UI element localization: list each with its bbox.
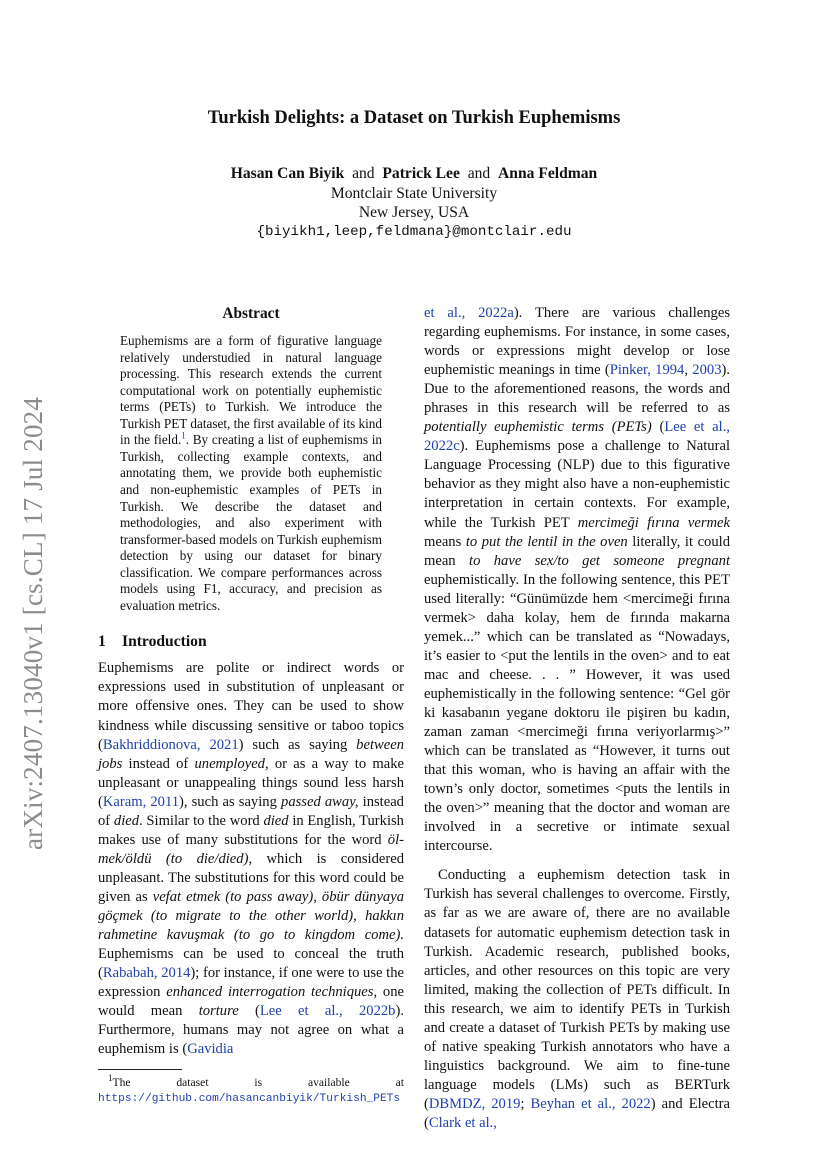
text-run: ). Furthermore, humans may not agree on what a euphemism is ( — [98, 1003, 404, 1058]
text-run: ( — [651, 419, 665, 436]
citation-link[interactable]: Lee et al., 2022c — [424, 419, 731, 455]
arxiv-stamp: arXiv:2407.13040v1 [cs.CL] 17 Jul 2024 — [18, 396, 48, 850]
citation-link[interactable]: Beyhan et al., 2022 — [530, 1095, 651, 1112]
text-run: means — [424, 533, 466, 550]
location: New Jersey, USA — [358, 204, 470, 222]
paper-title: Turkish Delights: a Dataset on Turkish Euphemisms — [207, 108, 621, 128]
text-run: ), such as saying — [179, 793, 282, 810]
text-run: , — [684, 362, 693, 379]
footnote-rule — [98, 1069, 182, 1070]
author-2: Patrick Lee — [382, 165, 460, 182]
text-run: euphemistically. In the following sentence, this PET used literally: “Günümüzde hem <mercimeği fırına vermek> daha kolay, hem de fırında makarna yemek...” which can be translated as “Nowadays, it’s easier to <put the lentils in the oven> and to eat mac and cheese. . . ” However, it was used euphemistically in the following sentence: “Gel gör ki kasabanın yegane doktoru ile pişiren bu kadın, zaman zaman <mercimeği fırına veriyorlarmış>” which can be translated as “However, it turns out that this woman, who is having an affair with the town’s only doctor, sometimes <puts the lentils in the oven>” meaning that the doctor and woman are involved in a secretive or intimate sexual intercourse. — [424, 571, 730, 855]
author-names — [0, 164, 828, 184]
italic-term: enhanced interrogation techniques — [166, 984, 374, 1001]
italic-term: died — [113, 812, 140, 829]
italic-term: unemployed — [194, 755, 265, 772]
text-run: ; — [520, 1095, 531, 1112]
section-heading — [98, 632, 404, 651]
text-run: ) such as saying — [238, 736, 357, 753]
text-run: , which is considered unpleasant. The substitutions for this word could be given as — [98, 850, 404, 905]
author-3: Anna Feldman — [498, 165, 598, 182]
text-run: instead of — [122, 755, 195, 772]
italic-term: between jobs — [98, 736, 404, 772]
intro-paragraph-1 — [98, 659, 404, 1059]
citation-link[interactable]: Pinker, 1994 — [609, 362, 685, 379]
abstract-part-1: Euphemisms are a form of figurative language relatively understudied in natural language processing. This research extends the current computational work on potentially euphemistic terms (PETs) to Turkish. We introduce the Turkish PET dataset, the first available of its kind in the field. — [120, 333, 382, 448]
section-number: 1 — [98, 633, 106, 651]
abstract-part-2: . By creating a list of euphemisms in Turkish, collecting example contexts, and annotating them, we provide both euphemistic and non-euphemistic examples of PETs in Turkish. We describe the dataset and methodologies, and also experiment with transformer-based models on Turkish euphemism detection by using our dataset for binary classification. We compare performances across models using F1, accuracy, and precision as evaluation metrics. — [120, 432, 382, 613]
author-sep-2: and — [467, 165, 491, 182]
text-run: ). Euphemisms pose a challenge to Natural Language Processing (NLP) due to this figurative behavior as they might also have a non-euphemistic interpretation in certain contexts. For example, while the Turkish PET — [424, 438, 730, 531]
italic-term: to put the lentil in the oven — [465, 533, 628, 550]
intro-paragraph-1-cont — [424, 304, 730, 856]
abstract-text — [120, 333, 382, 614]
italic-term: potentially euphemistic terms (PETs) — [424, 419, 652, 436]
right-column — [424, 304, 730, 1133]
citation-link[interactable]: 2003 — [692, 362, 722, 379]
text-run: ( — [238, 1003, 260, 1020]
footnote-text: The dataset is available at — [112, 1076, 404, 1090]
author-1: Hasan Can Biyik — [230, 165, 345, 182]
text-run: , or as a way to make unpleasant or unappealing things sound less harsh ( — [98, 755, 404, 810]
text-run: ) and Electra ( — [424, 1095, 731, 1131]
author-sep-1: and — [352, 165, 375, 182]
text-run: . Similar to the word — [139, 812, 264, 829]
text-run: Euphemisms can be used to conceal the truth ( — [98, 946, 404, 982]
text-run: ). There are various challenges regarding euphemisms. For instance, in some cases, words or expressions might develop or lose euphemistic meanings in time ( — [424, 305, 731, 379]
citation-link[interactable]: Karam, 2011 — [102, 793, 179, 810]
text-run: ). Due to the aforementioned reasons, the words and phrases in this research will be referred to as — [424, 362, 730, 417]
citation-link[interactable]: DBMDZ, 2019 — [428, 1095, 521, 1112]
text-run: Euphemisms are polite or indirect words or expressions used in substitution of unpleasant or more offensive ones. They can be used to show kindness while discussing sensitive or taboo topics ( — [98, 660, 404, 753]
footnote — [98, 1075, 404, 1107]
footnote-number: 1 — [108, 1073, 113, 1084]
email: {biyikh1,leep,feldmana}@montclair.edu — [256, 223, 572, 240]
citation-link[interactable]: Bakhriddionova, 2021 — [102, 736, 239, 753]
affiliation: Montclair State University — [330, 184, 498, 202]
intro-paragraph-2 — [424, 866, 730, 1133]
text-run: , one would mean — [98, 984, 404, 1020]
citation-link[interactable]: Lee et al., 2022b — [259, 1003, 396, 1020]
citation-link[interactable]: et al., 2022a — [424, 305, 514, 321]
italic-term: torture — [198, 1003, 239, 1020]
citation-link[interactable]: Clark et al., — [428, 1114, 497, 1131]
citation-link[interactable]: Rababah, 2014 — [102, 965, 191, 982]
italic-term: vefat etmek (to pass away), öbür dünyaya göçmek (to migrate to the other world), hakkın rahmetine kavuşmak (to go to kingdom come). — [98, 888, 404, 944]
italic-term: to have sex/to get someone pregnant — [469, 552, 730, 569]
left-column — [98, 304, 404, 1107]
italic-term: mercimeği fırına vermek — [577, 514, 730, 531]
text-run: instead of — [98, 793, 404, 829]
text-run: literally, it could mean — [424, 533, 730, 569]
footnote-mark[interactable]: 1 — [181, 430, 186, 441]
section-title: Introduction — [122, 633, 207, 651]
author-block — [0, 164, 828, 242]
text-run: ); for instance, if one were to use the expression — [98, 965, 404, 1001]
citation-link[interactable]: Gavidia — [187, 1041, 234, 1058]
abstract-heading: Abstract — [222, 305, 280, 322]
text-run: in English, Turkish makes use of many substitutions for the word — [98, 812, 404, 848]
italic-term: öl-mek/öldü (to die/died) — [98, 831, 404, 867]
footnote-url-link[interactable]: https://github.com/hasancanbiyik/Turkish_PETs — [98, 1093, 401, 1106]
italic-term: passed away, — [281, 793, 359, 810]
text-run: Conducting a euphemism detection task in Turkish has several challenges to overcome. Firstly, as far as we are aware of, there are no available datasets for automatic euphemism detection task in Turkish. Academic research, published books, articles, and other resources on this topic are very limited, making the collection of PETs difficult. In this research, we aim to identify PETs in Turkish and create a dataset of Turkish PETs by making use of native speaking Turkish annotators who have a linguistics background. We aim to fine-tune language models (LMs) such as BERTurk ( — [424, 867, 730, 1112]
italic-term: died — [263, 812, 289, 829]
